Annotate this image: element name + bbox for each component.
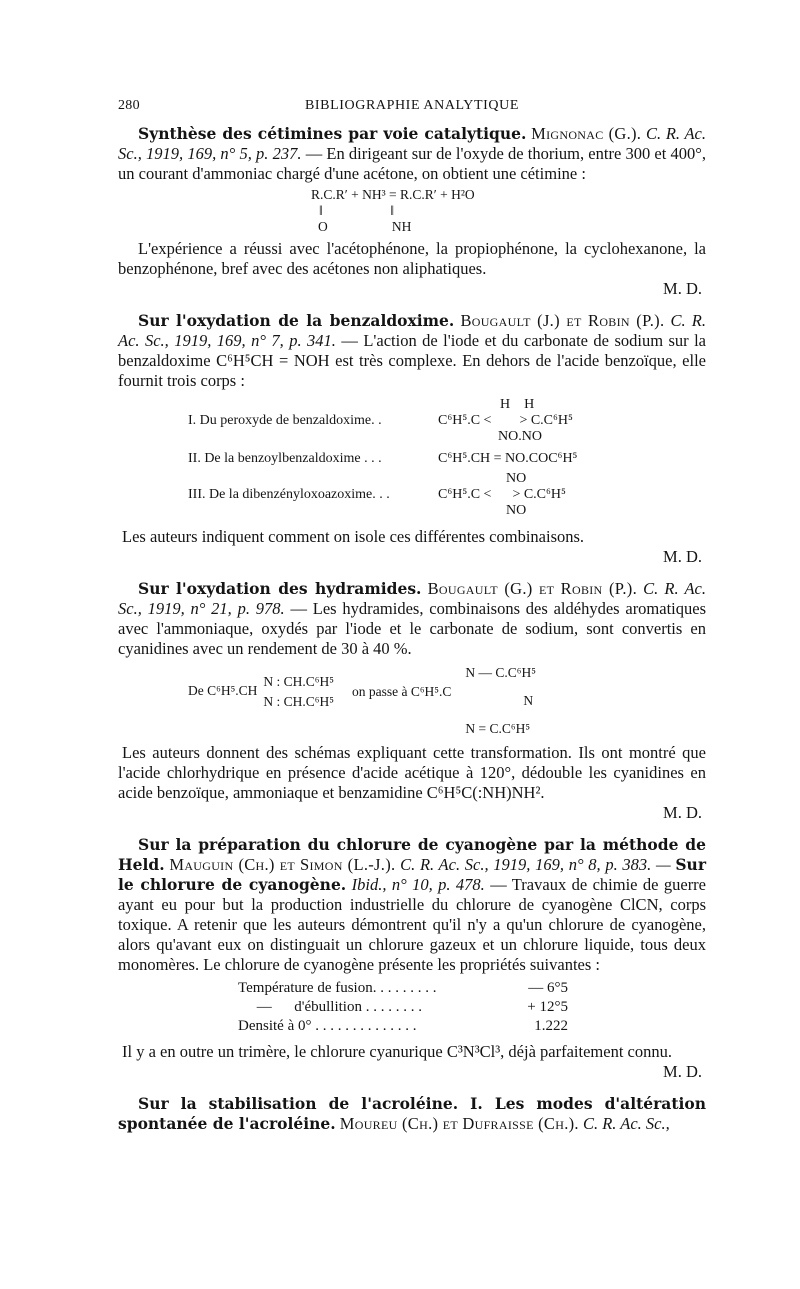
article-title: Sur la stabilisation de l'acroléine. I. Les modes d'altération spontanée de l'acroléine. xyxy=(118,1094,706,1133)
equation-cyanidine: N — C.C⁶H⁵ N N = C.C⁶H⁵ xyxy=(465,665,536,736)
property-label: Température de fusion. . . . . . . . . xyxy=(238,980,437,996)
article-paragraph xyxy=(118,835,706,975)
table-row xyxy=(238,979,706,998)
running-title: BIBLIOGRAPHIE ANALYTIQUE xyxy=(304,98,520,113)
article-author: Moureu (Ch.) et Dufraisse (Ch.). xyxy=(339,1114,579,1133)
article-author: Bougault (G.) et Robin (P.). xyxy=(427,579,638,598)
article-reference: C. R. Ac. Sc., 1919, 169, n° 8, p. 383. — xyxy=(400,855,671,874)
article-body: — Les hydramides, combinaisons des aldéhydes aromatiques avec l'ammoniaque, oxydés par l'iode et le carbonate de sodium, sont convertis en cyanidines avec un rendement de 30 à 40 %. xyxy=(118,599,707,658)
page-number: 280 xyxy=(118,98,140,113)
cyanidine-equation xyxy=(188,665,706,737)
article-conclusion: L'expérience a réussi avec l'acétophénone, la propiophénone, la cyclohexanone, la benzophénone, bref avec des acétones non aliphatiques. xyxy=(118,239,706,278)
article-conclusion: Il y a en outre un trimère, le chlorure cyanurique C³N³Cl³, déjà parfaitement connu. xyxy=(122,1042,672,1061)
article-paragraph xyxy=(118,1094,706,1134)
article-signature: M. D. xyxy=(663,803,702,822)
article-signature: M. D. xyxy=(663,1062,702,1081)
article-paragraph xyxy=(118,311,706,391)
equation-middle: on passe à C⁶H⁵.C xyxy=(351,684,452,699)
equation-line: R.C.R′ + NH³ = R.C.R′ + H²O xyxy=(311,187,475,202)
property-value: 1.222 xyxy=(534,1018,568,1034)
article-hydramides xyxy=(118,579,706,823)
article-paragraph xyxy=(118,124,706,184)
property-label: Densité à 0° . . . . . . . . . . . . . . xyxy=(238,1018,417,1034)
article-body: — Travaux de chimie de guerre ayant eu pour but la production industrielle du chlorure de cyanogène ClCN, corps toxique. A retenir que les auteurs démontrent qu'il n'y a qu'un chlorure de cyanogène, alors qu'avant eux on distinguait un chlorure gazeux et un chlorure liquide, tous deux monomères. Le chlorure de cyanogène présente les propriétés suivantes : xyxy=(118,875,707,974)
property-value: + 12°5 xyxy=(527,999,568,1015)
equation-prefix: De C⁶H⁵.CH xyxy=(188,683,258,698)
article-title: Sur l'oxydation des hydramides. xyxy=(138,579,422,598)
article-paragraph xyxy=(118,579,706,659)
article-reference: C. R. Ac. Sc., xyxy=(582,1114,670,1133)
article-signature: M. D. xyxy=(663,547,702,566)
article-reference: C. R. Ac. Sc., 1919, 169, n° 7, p. 341. xyxy=(118,311,706,350)
property-value: — 6°5 xyxy=(528,980,568,996)
article-author: Bougault (J.) et Robin (P.). xyxy=(460,311,665,330)
article-body: — En dirigeant sur de l'oxyde de thorium, entre 300 et 400°, un courant d'ammoniac chargé d'une acétone, on obtient une cétimine : xyxy=(118,144,707,183)
compound-label: III. De la dibenzényloxoazoxime. . . xyxy=(188,487,390,502)
article-title: Synthèse des cétimines par voie catalytique. xyxy=(138,124,527,143)
compound-list xyxy=(118,397,706,519)
table-row xyxy=(238,998,706,1017)
page-content xyxy=(118,96,706,1134)
article-conclusion: Les auteurs donnent des schémas expliquant cette transformation. Ils ont montré que l'acide chlorhydrique en présence d'acide acétique à 120°, dédouble les cyanidines en acide benzoïque, ammoniaque et benzamidine C⁶H⁵C(:NH)NH². xyxy=(118,743,706,802)
property-label: — d'ébullition . . . . . . . . xyxy=(238,999,422,1015)
equation-hydramide: N : CH.C⁶H⁵ N : CH.C⁶H⁵ xyxy=(263,674,334,709)
equation-substituents: O NH xyxy=(318,219,412,234)
equation-bonds: ‖ ‖ xyxy=(319,203,395,218)
cetimine-equation xyxy=(311,187,706,235)
article-reference-secondary: Ibid., n° 10, p. 478. xyxy=(351,875,485,894)
properties-table xyxy=(238,979,706,1036)
compound-formula: NO C⁶H⁵.C < > C.C⁶H⁵ NO xyxy=(438,471,566,518)
article-acroleine xyxy=(118,1094,706,1134)
article-author: Mignonac (G.). xyxy=(531,124,642,143)
article-cetimines xyxy=(118,124,706,299)
article-reference: C. R. Ac. Sc., 1919, 169, n° 5, p. 237. xyxy=(118,124,706,163)
compound-formula: H H C⁶H⁵.C < > C.C⁶H⁵ NO.NO xyxy=(438,397,573,444)
article-signature: M. D. xyxy=(663,279,702,298)
compound-label: II. De la benzoylbenzaldoxime . . . xyxy=(188,451,382,466)
article-body: — L'action de l'iode et du carbonate de sodium sur la benzaldoxime C⁶H⁵CH = NOH est très complexe. En dehors de l'acide benzoïque, elle fournit trois corps : xyxy=(118,331,706,390)
article-chlorure-cyanogene xyxy=(118,835,706,1082)
article-benzaldoxime xyxy=(118,311,706,567)
article-reference: C. R. Ac. Sc., 1919, n° 21, p. 978. xyxy=(118,579,706,618)
compound-item xyxy=(118,397,706,445)
compound-item xyxy=(118,451,706,467)
article-title-secondary: Sur le chlorure de cyanogène. xyxy=(118,855,706,894)
article-title: Sur l'oxydation de la benzaldoxime. xyxy=(138,311,455,330)
article-author: Mauguin (Ch.) et Simon (L.-J.). xyxy=(169,855,396,874)
table-row xyxy=(238,1017,706,1036)
page-header xyxy=(118,96,706,118)
compound-label: I. Du peroxyde de benzaldoxime. . xyxy=(188,413,382,428)
article-title: Sur la préparation du chlorure de cyanogène par la méthode de Held. xyxy=(118,835,706,874)
article-conclusion: Les auteurs indiquent comment on isole ces différentes combinaisons. xyxy=(122,527,585,546)
compound-formula: C⁶H⁵.CH = NO.COC⁶H⁵ xyxy=(438,451,578,466)
compound-item xyxy=(118,471,706,519)
